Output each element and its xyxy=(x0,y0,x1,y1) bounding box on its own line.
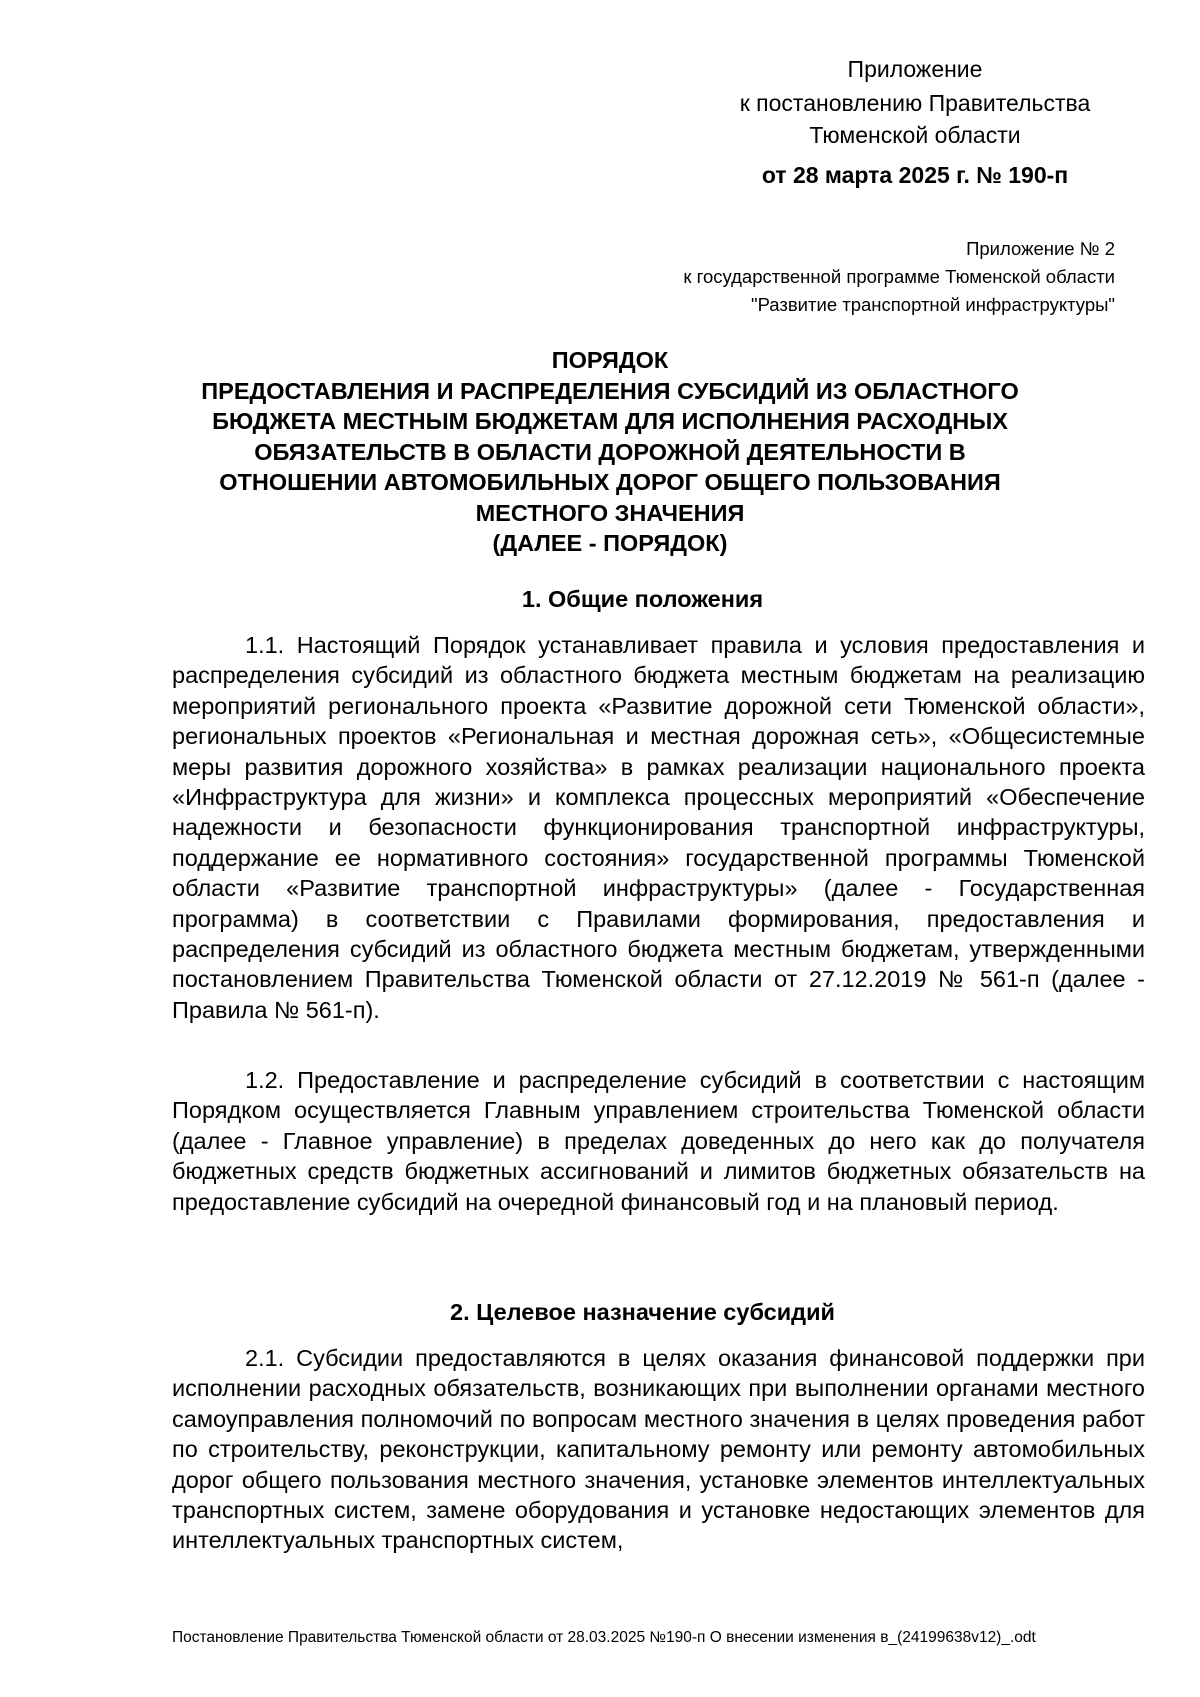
approval-line-1: к постановлению Правительства xyxy=(739,90,1091,116)
title-line: БЮДЖЕТА МЕСТНЫМ БЮДЖЕТАМ ДЛЯ ИСПОЛНЕНИЯ РАСХОДНЫХ xyxy=(212,408,1008,434)
appendix-2-line-3: "Развитие транспортной инфраструктуры" xyxy=(751,294,1115,315)
title-line: ОТНОШЕНИИ АВТОМОБИЛЬНЫХ ДОРОГ ОБЩЕГО ПОЛЬЗОВАНИЯ xyxy=(219,469,1001,495)
section-title-purpose: 2. Целевое назначение субсидий xyxy=(450,1299,835,1325)
paragraph-1-1: 1.1. Настоящий Порядок устанавливает правила и условия предоставления и распределения субсидий из областного бюджета местным бюджетам на реализацию мероприятий регионального проекта «Развитие дорожной сети Тюменской области», региональных проектов «Региональная и местная дорожная сеть», «Общесистемные меры развития дорожного хозяйства» в рамках реализации национального проекта «Инфраструктура для жизни» и комплекса процессных мероприятий «Обеспечение надежности и безопасности функционирования транспортной инфраструктуры, поддержание ее нормативного состояния» государственной программы Тюменской области «Развитие транспортной инфраструктуры» (далее - Государственная программа) в соответствии с Правилами формирования, предоставления и распределения субсидий из областного бюджета местным бюджетам, утвержденными постановлением Правительства Тюменской области от 27.12.2019 № 561-п (далее - Правила № 561-п). xyxy=(172,632,1145,1023)
page-footer: Постановление Правительства Тюменской области от 28.03.2025 №190-п О внесении изменения в_(24199638v12)_.odt xyxy=(172,1629,1036,1646)
title-line: ПОРЯДОК xyxy=(551,347,669,373)
title-line: (ДАЛЕЕ - ПОРЯДОК) xyxy=(492,530,728,556)
appendix-2-block xyxy=(415,235,1115,319)
approval-line-2: Тюменской области xyxy=(809,122,1021,148)
paragraph-1-2: 1.2. Предоставление и распределение субсидий в соответствии с настоящим Порядком осуществляется Главным управлением строительства Тюменской области (далее - Главное управление) в пределах доведенных до него как до получателя бюджетных средств бюджетных ассигнований и лимитов бюджетных обязательств на предоставление субсидий на очередной финансовый год и на плановый период. xyxy=(172,1067,1145,1215)
section-title-general: 1. Общие положения xyxy=(521,586,764,612)
appendix-2-line-2: к государственной программе Тюменской области xyxy=(683,266,1115,287)
approval-date-number: от 28 марта 2025 г. № 190-п xyxy=(761,162,1069,188)
title-line: ОБЯЗАТЕЛЬСТВ В ОБЛАСТИ ДОРОЖНОЙ ДЕЯТЕЛЬНОСТИ В xyxy=(254,438,966,465)
appendix-2-line-1: Приложение № 2 xyxy=(966,238,1115,259)
title-line: ПРЕДОСТАВЛЕНИЯ И РАСПРЕДЕЛЕНИЯ СУБСИДИЙ ИЗ ОБЛАСТНОГО xyxy=(201,377,1019,404)
title-line: МЕСТНОГО ЗНАЧЕНИЯ xyxy=(475,499,745,526)
paragraph-2-1: 2.1. Субсидии предоставляются в целях оказания финансовой поддержки при исполнении расходных обязательств, возникающих при выполнении органами местного самоуправления полномочий по вопросам местного значения в целях проведения работ по строительству, реконструкции, капитальному ремонту или ремонту автомобильных дорог общего пользования местного значения, установке элементов интеллектуальных транспортных систем, замене оборудования и установке недостающих элементов для интеллектуальных транспортных систем, xyxy=(172,1345,1145,1554)
approval-block xyxy=(690,53,1140,191)
approval-heading: Приложение xyxy=(847,56,983,82)
document-title xyxy=(150,345,1070,559)
